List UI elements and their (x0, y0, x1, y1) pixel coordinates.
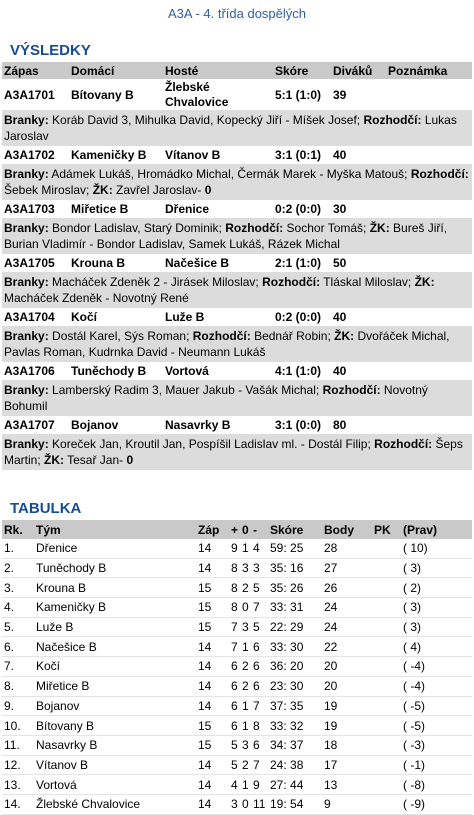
played: 14 (196, 657, 229, 677)
detail-label: 0 (204, 183, 212, 197)
prav: ( 4) (401, 637, 472, 657)
goals: 37: 35 (268, 696, 322, 716)
wins: 6 (229, 696, 240, 716)
losses: 6 (251, 676, 268, 696)
goals: 36: 20 (268, 657, 322, 677)
spectators: 40 (331, 309, 386, 327)
away-team: Žlebské Chvalovice (163, 80, 273, 111)
standings-row (2, 716, 472, 736)
standings-row (2, 794, 472, 814)
pk (372, 539, 401, 558)
losses: 6 (251, 637, 268, 657)
standings-section-title: TABULKA (10, 500, 82, 517)
wins: 8 (229, 578, 240, 598)
rank: 2. (2, 558, 34, 578)
match-score: 0:2 (0:0) (273, 309, 331, 327)
match-row (2, 80, 472, 111)
pk (372, 794, 401, 814)
team-name: Načešice B (34, 637, 196, 657)
detail-text: Bednář Robin; (250, 329, 335, 343)
col-header-team: Tým (34, 520, 196, 539)
prav: ( -3) (401, 735, 472, 755)
detail-label: Branky: (4, 167, 49, 181)
home-team: Kočí (69, 309, 163, 327)
goals: 59: 25 (268, 539, 322, 558)
prav: ( 3) (401, 617, 472, 637)
draws: 0 (240, 794, 251, 814)
team-name: Bítovany B (34, 716, 196, 736)
match-detail-row (2, 110, 472, 147)
goals: 19: 54 (268, 794, 322, 814)
pk (372, 735, 401, 755)
col-header-home: Domácí (69, 62, 163, 80)
detail-text: Novotný Bohumil (4, 383, 428, 413)
draws: 1 (240, 716, 251, 736)
rank: 3. (2, 578, 34, 598)
pk (372, 755, 401, 775)
points: 18 (322, 735, 372, 755)
results-header-row (2, 62, 472, 80)
rank: 11. (2, 735, 34, 755)
draws: 1 (240, 637, 251, 657)
pk (372, 676, 401, 696)
wins: 7 (229, 637, 240, 657)
away-team: Dřenice (163, 201, 273, 219)
match-detail (2, 380, 472, 417)
team-name: Luže B (34, 617, 196, 637)
prav: ( -5) (401, 716, 472, 736)
prav: ( -4) (401, 657, 472, 677)
goals: 24: 38 (268, 755, 322, 775)
detail-text: Bondor Ladislav, Starý Dominik; (48, 221, 226, 235)
detail-label: ŽK: (414, 275, 435, 289)
match-detail-row (2, 164, 472, 201)
played: 14 (196, 755, 229, 775)
match-id: A3A1702 (2, 147, 69, 165)
points: 9 (322, 794, 372, 814)
wins: 8 (229, 598, 240, 618)
points: 19 (322, 716, 372, 736)
played: 15 (196, 716, 229, 736)
match-note (386, 255, 472, 273)
home-team: Krouna B (69, 255, 163, 273)
losses: 5 (251, 617, 268, 637)
played: 14 (196, 676, 229, 696)
detail-label: Branky: (4, 275, 49, 289)
detail-text: Dvořáček Michal, Pavlas Roman, Kudrnka David - Neumann Lukáš (4, 329, 450, 359)
detail-text: Zavřel Jaroslav- (112, 183, 205, 197)
points: 27 (322, 558, 372, 578)
goals: 27: 44 (268, 775, 322, 795)
detail-label: Branky: (4, 329, 49, 343)
pk (372, 657, 401, 677)
standings-row (2, 676, 472, 696)
away-team: Nasavrky B (163, 417, 273, 435)
team-name: Kameničky B (34, 598, 196, 618)
team-name: Dřenice (34, 539, 196, 558)
match-detail (2, 164, 472, 201)
losses: 7 (251, 755, 268, 775)
spectators: 40 (331, 363, 386, 381)
rank: 1. (2, 539, 34, 558)
match-note (386, 417, 472, 435)
standings-row (2, 775, 472, 795)
draws: 2 (240, 657, 251, 677)
pk (372, 716, 401, 736)
detail-text: Adámek Lukáš, Hromádko Michal, Čermák Marek - Myška Matouš; (48, 167, 411, 181)
points: 19 (322, 696, 372, 716)
draws: 2 (240, 755, 251, 775)
standings-row (2, 657, 472, 677)
goals: 23: 30 (268, 676, 322, 696)
team-name: Miřetice B (34, 676, 196, 696)
home-team: Kameničky B (69, 147, 163, 165)
losses: 6 (251, 735, 268, 755)
wins: 3 (229, 794, 240, 814)
played: 14 (196, 539, 229, 558)
points: 26 (322, 578, 372, 598)
draws: 3 (240, 558, 251, 578)
standings-row (2, 558, 472, 578)
spectators: 80 (331, 417, 386, 435)
match-score: 2:1 (1:0) (273, 255, 331, 273)
away-team: Načešice B (163, 255, 273, 273)
col-header-rank: Rk. (2, 520, 34, 539)
played: 14 (196, 794, 229, 814)
match-note (386, 201, 472, 219)
col-header-losses: - (251, 520, 268, 539)
detail-label: ŽK: (369, 221, 390, 235)
match-row (2, 147, 472, 165)
col-header-score: Skóre (273, 62, 331, 80)
away-team: Vítanov B (163, 147, 273, 165)
pk (372, 578, 401, 598)
goals: 34: 37 (268, 735, 322, 755)
draws: 2 (240, 578, 251, 598)
team-name: Kočí (34, 657, 196, 677)
col-header-points: Body (322, 520, 372, 539)
prav: ( -5) (401, 696, 472, 716)
prav: ( -8) (401, 775, 472, 795)
spectators: 40 (331, 147, 386, 165)
spectators: 50 (331, 255, 386, 273)
wins: 5 (229, 755, 240, 775)
col-header-played: Záp (196, 520, 229, 539)
col-header-match: Zápas (2, 62, 69, 80)
match-id: A3A1704 (2, 309, 69, 327)
results-section-title: VÝSLEDKY (10, 42, 91, 59)
played: 14 (196, 696, 229, 716)
losses: 5 (251, 578, 268, 598)
draws: 1 (240, 696, 251, 716)
col-header-draws: 0 (240, 520, 251, 539)
goals: 33: 31 (268, 598, 322, 618)
detail-text: Tláskal Miloslav; (320, 275, 415, 289)
match-detail (2, 110, 472, 147)
played: 15 (196, 617, 229, 637)
match-detail-row (2, 380, 472, 417)
wins: 7 (229, 617, 240, 637)
match-id: A3A1707 (2, 417, 69, 435)
draws: 2 (240, 676, 251, 696)
rank: 9. (2, 696, 34, 716)
match-detail (2, 326, 472, 363)
prav: ( 2) (401, 578, 472, 598)
rank: 10. (2, 716, 34, 736)
rank: 12. (2, 755, 34, 775)
col-header-goals: Skóre (268, 520, 322, 539)
detail-label: Rozhodčí: (192, 329, 251, 343)
wins: 8 (229, 558, 240, 578)
team-name: Nasavrky B (34, 735, 196, 755)
match-detail-row (2, 326, 472, 363)
points: 24 (322, 598, 372, 618)
losses: 4 (251, 539, 268, 558)
goals: 33: 32 (268, 716, 322, 736)
team-name: Krouna B (34, 578, 196, 598)
losses: 7 (251, 696, 268, 716)
detail-text: Sochor Tomáš; (283, 221, 370, 235)
standings-row (2, 735, 472, 755)
match-row (2, 309, 472, 327)
match-note (386, 309, 472, 327)
match-row (2, 417, 472, 435)
rank: 13. (2, 775, 34, 795)
detail-label: Rozhodčí: (322, 383, 381, 397)
match-row (2, 201, 472, 219)
standings-row (2, 637, 472, 657)
col-header-spectators: Diváků (331, 62, 386, 80)
match-detail (2, 218, 472, 255)
pk (372, 775, 401, 795)
detail-text: Koráb David 3, Mihulka David, Kopecký Jiří - Míšek Josef; (48, 113, 364, 127)
results-body (2, 80, 472, 471)
results-table (2, 62, 472, 471)
standings-row (2, 617, 472, 637)
pk (372, 598, 401, 618)
detail-text: Koreček Jan, Kroutil Jan, Pospíšil Ladislav ml. - Dostál Filip; (48, 437, 375, 451)
col-header-pk: PK (372, 520, 401, 539)
points: 20 (322, 676, 372, 696)
spectators: 39 (331, 80, 386, 111)
prav: ( -9) (401, 794, 472, 814)
draws: 3 (240, 617, 251, 637)
points: 28 (322, 539, 372, 558)
standings-row (2, 578, 472, 598)
points: 17 (322, 755, 372, 775)
detail-label: Rozhodčí: (262, 275, 321, 289)
losses: 3 (251, 558, 268, 578)
points: 22 (322, 637, 372, 657)
detail-label: ŽK: (334, 329, 355, 343)
standings-body (2, 539, 472, 814)
pk (372, 617, 401, 637)
detail-label: Rozhodčí: (225, 221, 284, 235)
pk (372, 696, 401, 716)
standings-row (2, 755, 472, 775)
match-note (386, 363, 472, 381)
match-id: A3A1703 (2, 201, 69, 219)
draws: 0 (240, 598, 251, 618)
played: 15 (196, 598, 229, 618)
detail-text: Šeps Martin; (4, 437, 463, 467)
wins: 6 (229, 716, 240, 736)
detail-text: Dostál Karel, Sýs Roman; (48, 329, 193, 343)
home-team: Tuněchody B (69, 363, 163, 381)
prav: ( -4) (401, 676, 472, 696)
detail-label: ŽK: (44, 453, 65, 467)
team-name: Vortová (34, 775, 196, 795)
home-team: Bojanov (69, 417, 163, 435)
detail-label: ŽK: (92, 183, 113, 197)
prav: ( 3) (401, 598, 472, 618)
losses: 9 (251, 775, 268, 795)
match-detail (2, 272, 472, 309)
standings-table (2, 520, 472, 815)
match-score: 5:1 (1:0) (273, 80, 331, 111)
col-header-away: Hosté (163, 62, 273, 80)
match-note (386, 147, 472, 165)
col-header-note: Poznámka (386, 62, 472, 80)
standings-row (2, 696, 472, 716)
rank: 4. (2, 598, 34, 618)
away-team: Vortová (163, 363, 273, 381)
match-detail (2, 434, 472, 471)
page-title: A3A - 4. třída dospělých (167, 6, 307, 21)
col-header-wins: + (229, 520, 240, 539)
home-team: Miřetice B (69, 201, 163, 219)
rank: 5. (2, 617, 34, 637)
match-row (2, 363, 472, 381)
match-score: 4:1 (1:0) (273, 363, 331, 381)
played: 14 (196, 775, 229, 795)
detail-text: Macháček Zdeněk 2 - Jirásek Miloslav; (48, 275, 263, 289)
draws: 1 (240, 775, 251, 795)
losses: 7 (251, 598, 268, 618)
prav: ( -1) (401, 755, 472, 775)
detail-text: Lukas Jaroslav (4, 113, 457, 143)
draws: 3 (240, 735, 251, 755)
goals: 22: 29 (268, 617, 322, 637)
rank: 14. (2, 794, 34, 814)
played: 15 (196, 735, 229, 755)
rank: 7. (2, 657, 34, 677)
played: 14 (196, 558, 229, 578)
wins: 5 (229, 735, 240, 755)
prav: ( 10) (401, 539, 472, 558)
detail-label: Rozhodčí: (363, 113, 422, 127)
detail-label: Branky: (4, 221, 49, 235)
goals: 35: 26 (268, 578, 322, 598)
wins: 6 (229, 657, 240, 677)
pk (372, 637, 401, 657)
detail-label: Branky: (4, 437, 49, 451)
away-team: Luže B (163, 309, 273, 327)
played: 15 (196, 578, 229, 598)
points: 20 (322, 657, 372, 677)
points: 13 (322, 775, 372, 795)
goals: 35: 16 (268, 558, 322, 578)
match-row (2, 255, 472, 273)
match-detail-row (2, 434, 472, 471)
standings-row (2, 539, 472, 558)
losses: 11 (251, 794, 268, 814)
match-detail-row (2, 272, 472, 309)
match-score: 3:1 (0:0) (273, 417, 331, 435)
detail-text: Šebek Miroslav; (4, 183, 93, 197)
match-score: 0:2 (0:0) (273, 201, 331, 219)
played: 14 (196, 637, 229, 657)
match-note (386, 80, 472, 111)
detail-label: Branky: (4, 113, 49, 127)
detail-label: Branky: (4, 383, 49, 397)
prav: ( 3) (401, 558, 472, 578)
team-name: Žlebské Chvalovice (34, 794, 196, 814)
team-name: Bojanov (34, 696, 196, 716)
detail-text: Tesař Jan- (64, 453, 127, 467)
home-team: Bítovany B (69, 80, 163, 111)
match-detail-row (2, 218, 472, 255)
standings-row (2, 598, 472, 618)
match-id: A3A1701 (2, 80, 69, 111)
pk (372, 558, 401, 578)
draws: 1 (240, 539, 251, 558)
team-name: Tuněchody B (34, 558, 196, 578)
goals: 33: 30 (268, 637, 322, 657)
wins: 9 (229, 539, 240, 558)
wins: 6 (229, 676, 240, 696)
losses: 8 (251, 716, 268, 736)
detail-text: Bureš Jiří, Burian Vladimír - Bondor Ladislav, Samek Lukáš, Rázek Michal (4, 221, 448, 251)
detail-label: Rozhodčí: (374, 437, 433, 451)
detail-label: Rozhodčí: (410, 167, 469, 181)
losses: 6 (251, 657, 268, 677)
detail-label: 0 (126, 453, 134, 467)
points: 24 (322, 617, 372, 637)
wins: 4 (229, 775, 240, 795)
standings-header-row (2, 520, 472, 539)
rank: 8. (2, 676, 34, 696)
rank: 6. (2, 637, 34, 657)
match-score: 3:1 (0:1) (273, 147, 331, 165)
detail-text: Lamberský Radim 3, Mauer Jakub - Vašák Michal; (48, 383, 323, 397)
team-name: Vítanov B (34, 755, 196, 775)
col-header-prav: (Prav) (401, 520, 472, 539)
match-id: A3A1705 (2, 255, 69, 273)
match-id: A3A1706 (2, 363, 69, 381)
detail-text: Macháček Zdeněk - Novotný René (4, 291, 189, 305)
spectators: 30 (331, 201, 386, 219)
